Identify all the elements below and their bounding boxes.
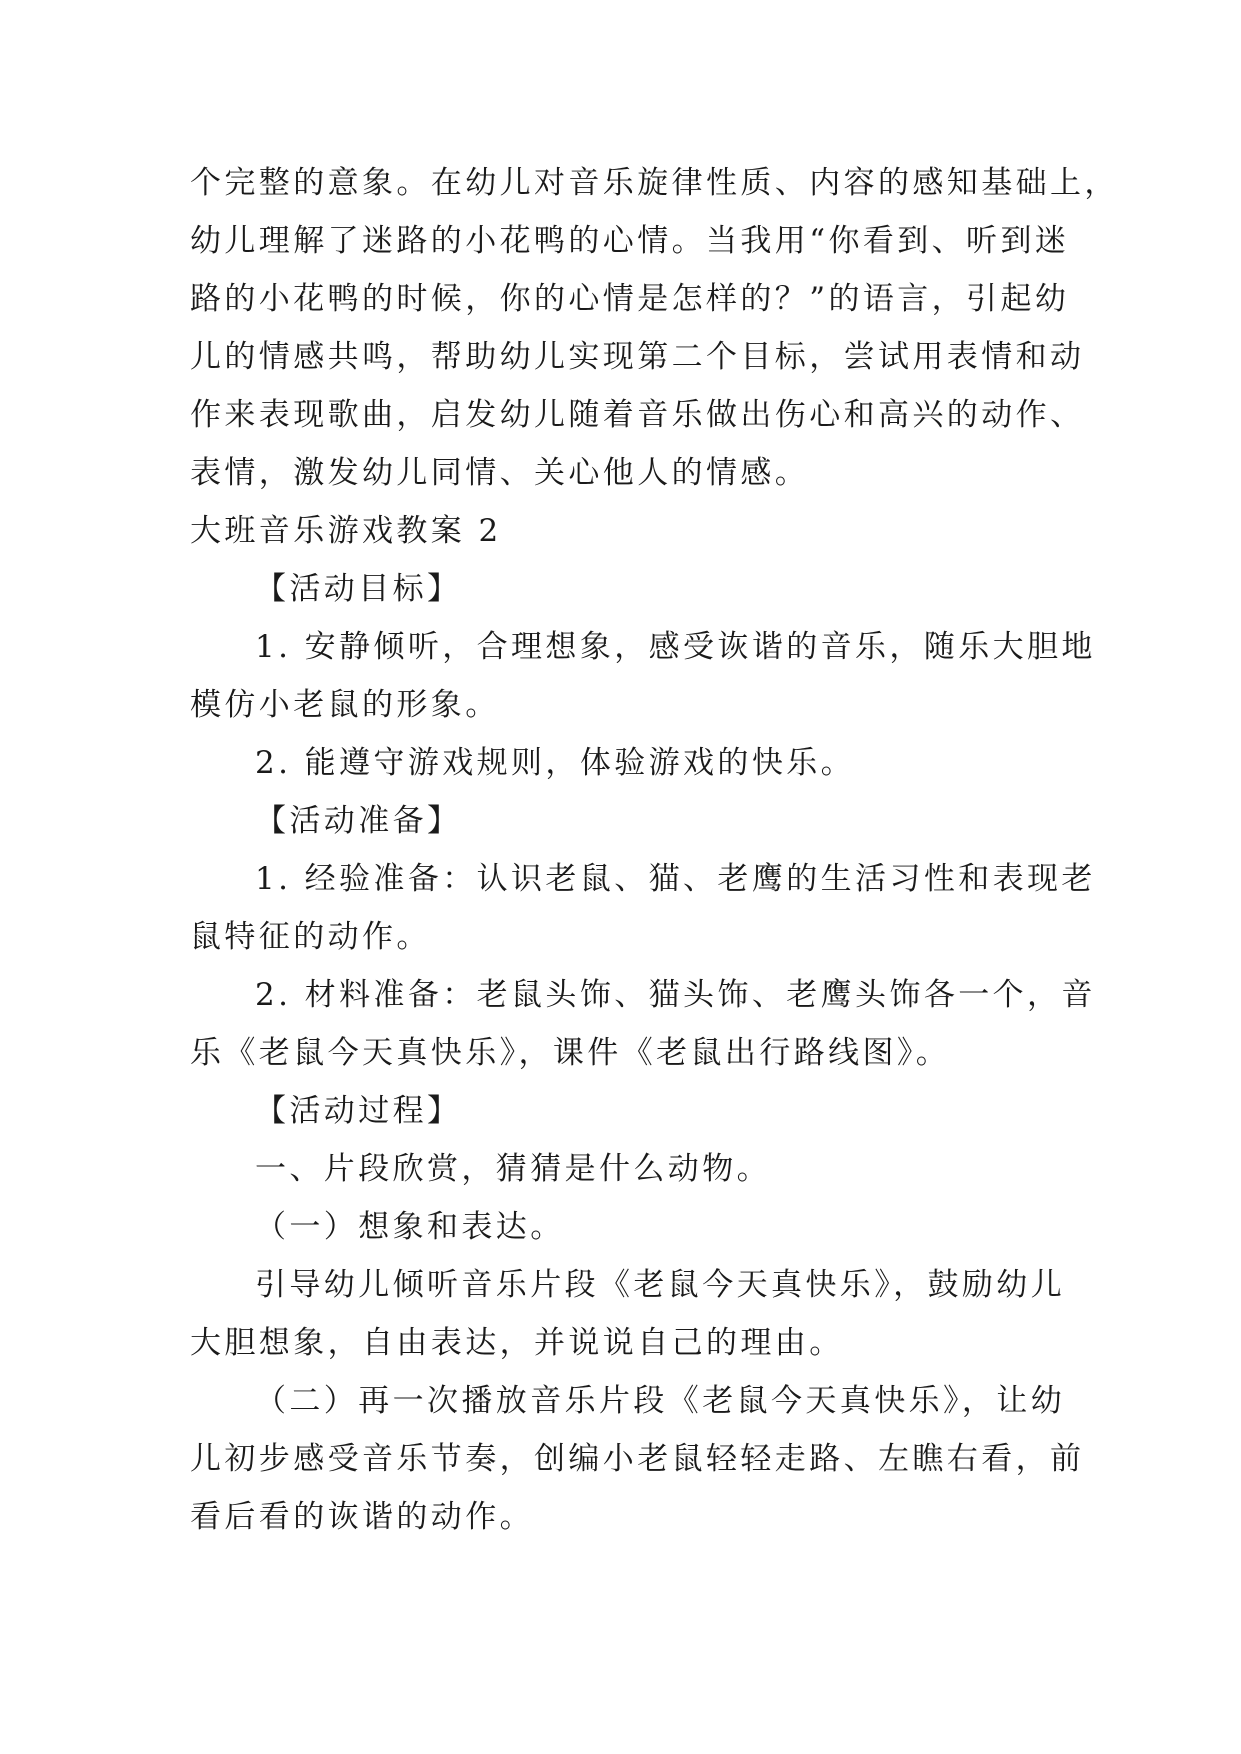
paragraph-line: 儿的情感共鸣，帮助幼儿实现第二个目标，尝试用表情和动 [190,339,1085,375]
paragraph-line: （一）想象和表达。 [255,1209,565,1245]
paragraph-line: 作来表现歌曲，启发幼儿随着音乐做出伤心和高兴的动作、 [190,397,1085,433]
section-heading: 【活动准备】 [255,803,462,839]
paragraph-line: 一、片段欣赏，猜猜是什么动物。 [255,1151,771,1187]
section-heading: 【活动目标】 [255,571,462,607]
paragraph-line: 个完整的意象。在幼儿对音乐旋律性质、内容的感知基础上， [190,165,1119,201]
paragraph-line: 看后看的诙谐的动作。 [190,1499,534,1535]
paragraph-line: 1. 安静倾听，合理想象，感受诙谐的音乐，随乐大胆地 [255,629,1096,665]
paragraph-line: 鼠特征的动作。 [190,919,431,955]
paragraph-line: 路的小花鸭的时候，你的心情是怎样的？”的语言，引起幼 [190,281,1070,317]
paragraph-line: 1. 经验准备：认识老鼠、猫、老鹰的生活习性和表现老 [255,861,1096,897]
section-heading: 【活动过程】 [255,1093,462,1129]
paragraph-line: 模仿小老鼠的形象。 [190,687,500,723]
paragraph-line: 2. 能遵守游戏规则，体验游戏的快乐。 [255,745,856,781]
paragraph-line: 表情，激发幼儿同情、关心他人的情感。 [190,455,810,491]
paragraph-line: 乐《老鼠今天真快乐》，课件《老鼠出行路线图》。 [190,1035,951,1071]
section-title: 大班音乐游戏教案 2 [190,513,502,549]
paragraph-line: 幼儿理解了迷路的小花鸭的心情。当我用“你看到、听到迷 [190,223,1070,259]
paragraph-line: 大胆想象，自由表达，并说说自己的理由。 [190,1325,844,1361]
paragraph-line: 引导幼儿倾听音乐片段《老鼠今天真快乐》，鼓励幼儿 [255,1267,1066,1303]
paragraph-line: （二）再一次播放音乐片段《老鼠今天真快乐》，让幼 [255,1383,1066,1419]
paragraph-line: 儿初步感受音乐节奏，创编小老鼠轻轻走路、左瞧右看，前 [190,1441,1085,1477]
paragraph-line: 2. 材料准备：老鼠头饰、猫头饰、老鹰头饰各一个，音 [255,977,1096,1013]
